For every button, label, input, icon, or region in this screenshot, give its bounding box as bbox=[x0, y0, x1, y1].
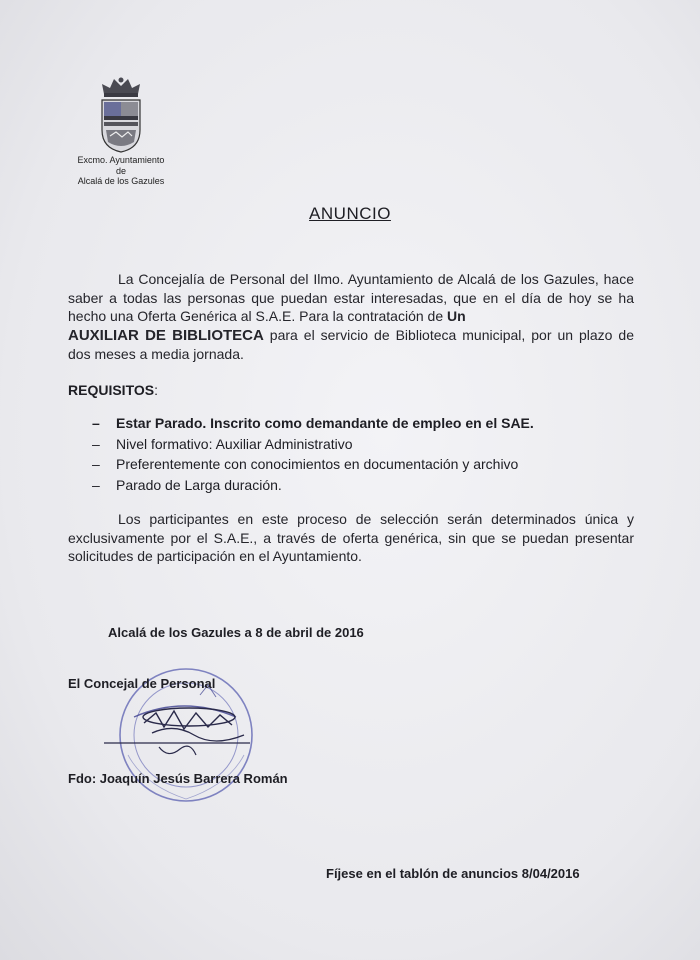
dash-bullet: – bbox=[92, 456, 100, 472]
signer-role: El Concejal de Personal bbox=[68, 676, 216, 691]
signer-name: Fdo: Joaquín Jesús Barrera Román bbox=[68, 771, 288, 786]
intro-highlight-un: Un bbox=[447, 308, 466, 324]
page-title: ANUNCIO bbox=[309, 204, 391, 223]
org-caption bbox=[56, 155, 186, 187]
list-item bbox=[92, 475, 534, 496]
org-line-3: Alcalá de los Gazules bbox=[77, 176, 165, 186]
requisitos-title: REQUISITOS bbox=[68, 382, 155, 398]
list-item bbox=[92, 454, 534, 475]
requisito-text: Nivel formativo: Auxiliar Administrativo bbox=[116, 435, 353, 452]
org-line-2: de bbox=[115, 165, 126, 176]
requisitos-heading bbox=[68, 382, 158, 398]
posting-notice: Fíjese en el tablón de anuncios 8/04/2016 bbox=[326, 866, 580, 881]
requisito-text: Preferentemente con conocimientos en documentación y archivo bbox=[116, 456, 519, 472]
requisito-text: Estar Parado. Inscrito como demandante de empleo en el SAE. bbox=[116, 415, 534, 431]
org-line-1: Excmo. Ayuntamiento bbox=[77, 155, 165, 165]
intro-paragraph bbox=[68, 270, 634, 364]
intro-text-a: La Concejalía de Personal del Ilmo. Ayuntamiento de Alcalá de los Gazules, hace saber a todas las personas que puedan estar interesadas, que en el día de hoy se ha hecho una Oferta Genérica al S.A.E. Para la contratación de bbox=[68, 271, 634, 324]
coat-of-arms-icon bbox=[96, 76, 146, 154]
list-item bbox=[92, 434, 534, 455]
intro-highlight-job: AUXILIAR DE BIBLIOTECA bbox=[68, 326, 264, 344]
dash-bullet: – bbox=[92, 415, 100, 431]
selection-paragraph: Los participantes en este proceso de selección serán determinados única y exclusivamente por el S.A.E., a través de oferta genérica, sin que se puedan presentar solicitudes de participación en el Ayuntamiento. bbox=[68, 511, 634, 564]
requisito-text: Parado de Larga duración. bbox=[116, 476, 282, 493]
dash-bullet: – bbox=[92, 476, 100, 493]
intro-text-b: para el servicio de Biblioteca municipal, por un plazo de dos meses a media jornada. bbox=[68, 326, 635, 362]
requisitos-list bbox=[92, 413, 534, 495]
dash-bullet: – bbox=[92, 435, 100, 452]
requisitos-colon: : bbox=[154, 382, 158, 398]
list-item bbox=[92, 413, 534, 434]
date-line: Alcalá de los Gazules a 8 de abril de 2016 bbox=[108, 625, 364, 640]
